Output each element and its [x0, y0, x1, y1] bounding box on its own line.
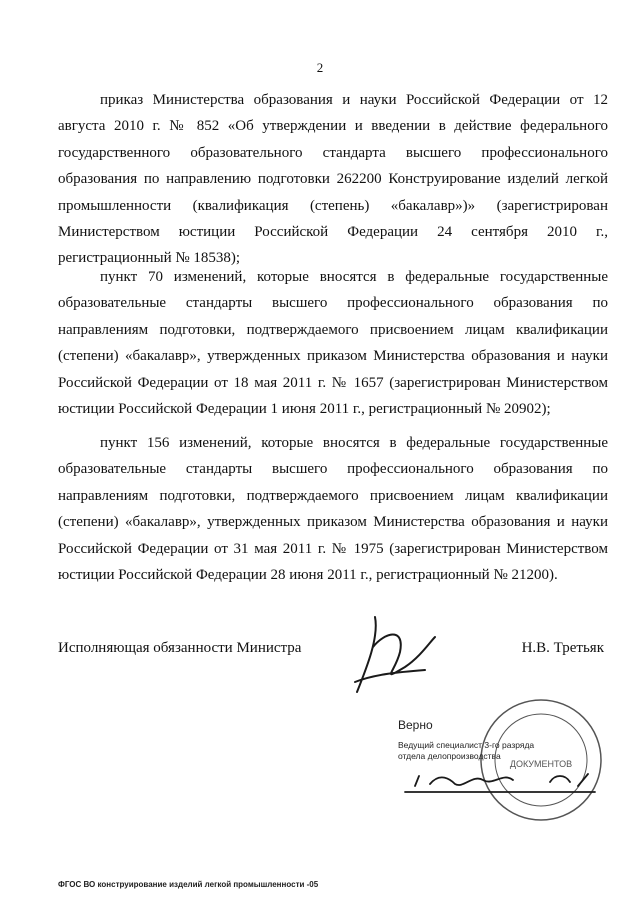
- certifier-department: отдела делопроизводства: [398, 751, 501, 761]
- svg-text:ДОКУМЕНТОВ: ДОКУМЕНТОВ: [509, 759, 573, 769]
- paragraph-item-156: пункт 156 изменений, которые вносятся в федеральные государственные образовательные стандарты высшего профессионального образования по направлениям подготовки, подтверждаемого присвоением лицам квалификации (степени) «бакалавр», утвержденных приказом Министерства образования и науки Российской Федерации от 31 мая 2011 г. № 1975 (зарегистрирован Министерством юстиции Российской Федерации 28 июня 2011 г., регистрационный № 21200).: [58, 435, 608, 584]
- signatory-name: Н.В. Третьяк: [521, 640, 604, 656]
- certifier-position: Ведущий специалист 3-го разряда: [398, 740, 535, 750]
- signatory-role: Исполняющая обязанности Министра: [58, 640, 302, 656]
- handwritten-signature: [345, 612, 440, 700]
- page-number: 2: [316, 60, 324, 75]
- footer-filename: ФГОС ВО конструирование изделий легкой промышленности -05: [58, 880, 319, 889]
- paragraph-order-852: приказ Министерства образования и науки Российской Федерации от 12 августа 2010 г. № 852 «Об утверждении и введении в действие федерального государственного образовательного стандарта высшего профессионального образования по направлению подготовки 262200 Конструирование изделий легкой промышленности (квалификация (степень) «бакалавр»)» (зарегистрирован Министерством юстиции Российской Федерации 24 сентября 2010 г., регистрационный № 18538);: [58, 92, 608, 267]
- paragraph-item-70: пункт 70 изменений, которые вносятся в федеральные государственные образовательные стандарты высшего профессионального образования по направлениям подготовки, подтверждаемого присвоением лицам квалификации (степени) «бакалавр», утвержденных приказом Министерства образования и науки Российской Федерации от 18 мая 2011 г. № 1657 (зарегистрирован Министерством юстиции Российской Федерации 1 июня 2011 г., регистрационный № 20902);: [58, 269, 608, 418]
- certification-block: [398, 718, 534, 762]
- certified-label: Верно: [398, 718, 433, 732]
- handwritten-date: [400, 764, 600, 798]
